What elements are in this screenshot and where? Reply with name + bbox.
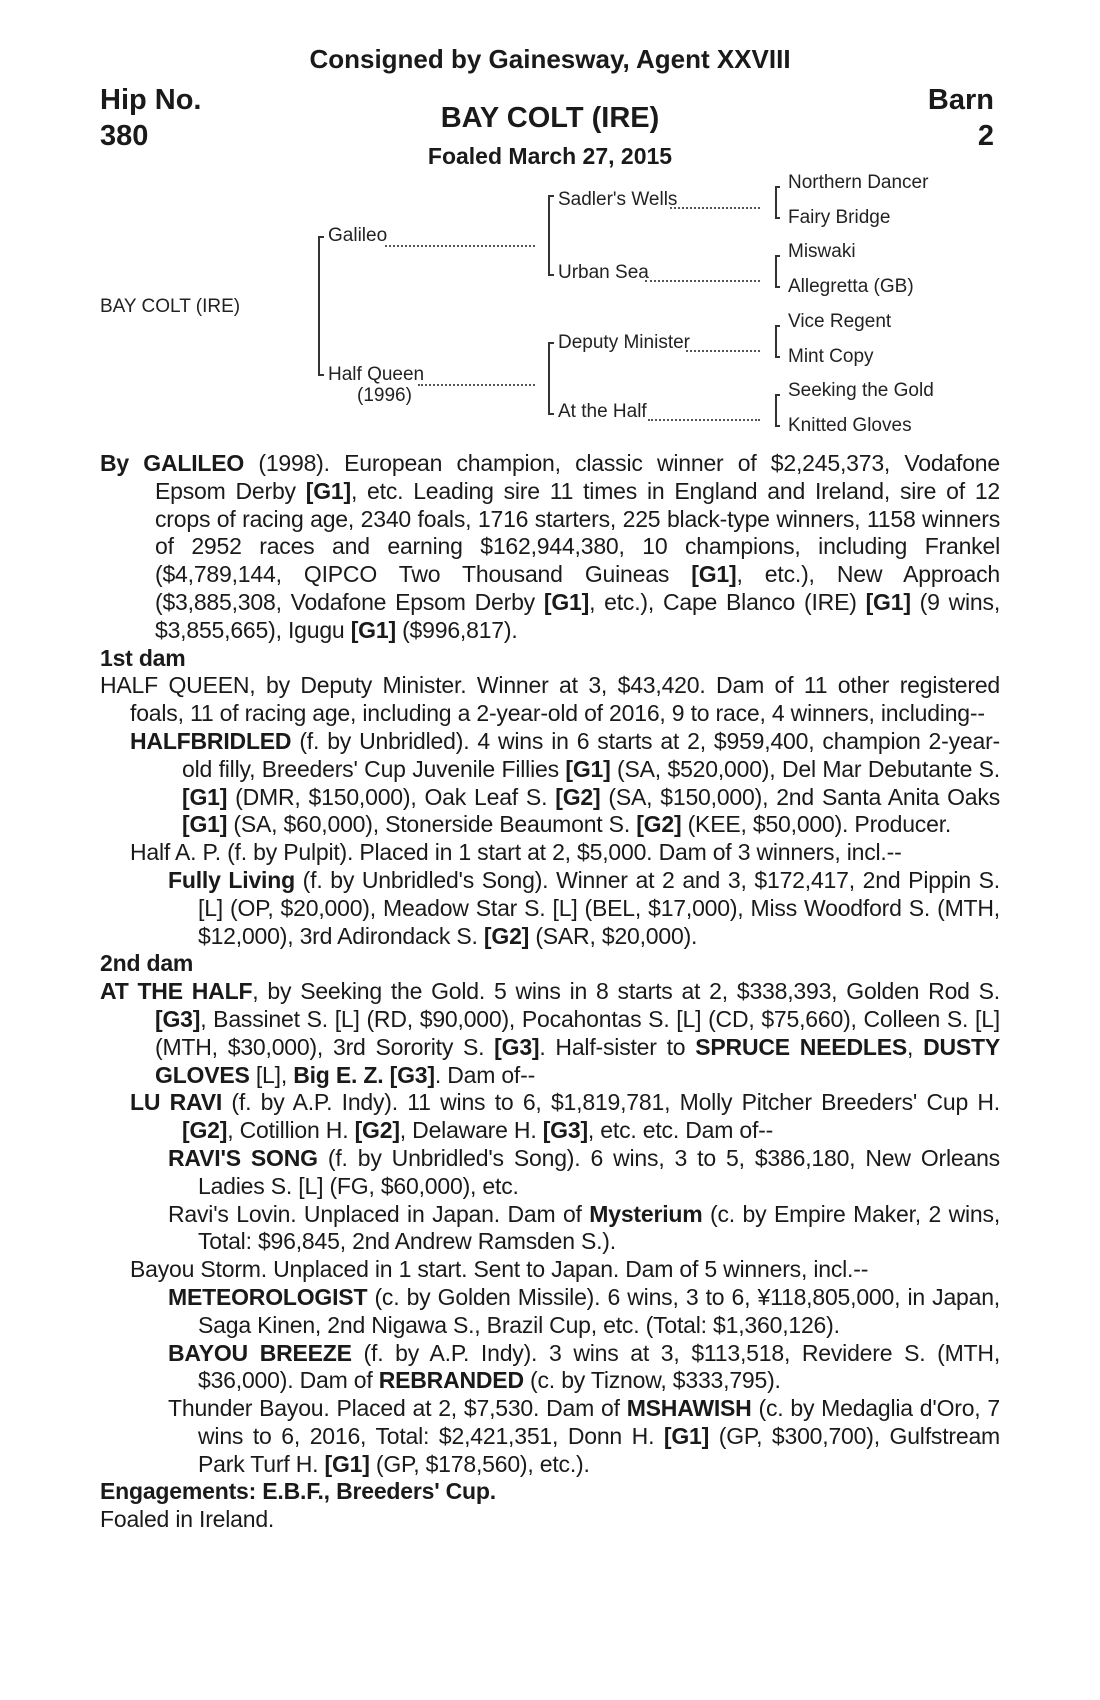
sire-paragraph: By GALILEO (1998). European champion, classic winner of $2,245,373, Vodafone Epsom Derby [G1], etc. Leading sire 11 times in England and Ireland, sire of 12 crops of racing age, 2340 foals, 1716 starters, 225 black-type winners, 1158 winners of 2952 races and earning $162,944,380, 10 champions, including Frankel ($4,789,144, QIPCO Two Thousand Guineas [G1], etc.), New Approach ($3,885,308, Vodafone Epsom Derby [G1], etc.), Cape Blanco (IRE) [G1] (9 wins, $3,855,665), Igugu [G1] ($996,817). bbox=[100, 450, 1001, 643]
pedigree-ggp-1: Northern Dancer bbox=[788, 172, 929, 193]
pedigree-dam-sire: Deputy Minister bbox=[558, 332, 690, 353]
at-the-half-entry: AT THE HALF, by Seeking the Gold. 5 wins in 8 starts at 2, $338,393, Golden Rod S. [G3], Bassinet S. [L] (RD, $90,000), Pocahontas S. [L] (CD, $75,660), Colleen S. [L] (MTH, $30,000), 3rd Sorority S. [G3]. Half-sister to SPRUCE NEEDLES, DUSTY GLOVES [L], Big E. Z. [G3]. Dam of-- bbox=[100, 978, 1001, 1088]
thunder-bayou-entry: Thunder Bayou. Placed at 2, $7,530. Dam of MSHAWISH (c. by Medaglia d'Oro, 7 wins to 6, 2016, Total: $2,421,351, Donn H. [G1] (GP, $300,700), Gulfstream Park Turf H. [G1] (GP, $178,560), etc.). bbox=[168, 1395, 1000, 1477]
pedigree-ggp-2: Fairy Bridge bbox=[788, 207, 891, 228]
pedigree-ggp-3: Miswaki bbox=[788, 241, 856, 262]
fully-living-entry: Fully Living (f. by Unbridled's Song). Winner at 2 and 3, $172,417, 2nd Pippin S. [L] (OP, $20,000), Meadow Star S. [L] (BEL, $17,000), Miss Woodford S. (MTH, $12,000), 3rd Adirondack S. [G2] (SAR, $20,000). bbox=[168, 866, 1000, 949]
engagements: Engagements: E.B.F., Breeders' Cup. bbox=[100, 1478, 496, 1505]
pedigree-sire-dam: Urban Sea bbox=[558, 262, 649, 283]
bayou-breeze-entry: BAYOU BREEZE (f. by A.P. Indy). 3 wins at 3, $113,518, Revidere S. (MTH, $36,000). Dam of REBRANDED (c. by Tiznow, $333,795). bbox=[168, 1339, 1001, 1394]
pedigree-dam-dam: At the Half bbox=[558, 401, 647, 422]
pedigree-chart bbox=[0, 0, 1100, 450]
pedigree-ggp-5: Vice Regent bbox=[788, 311, 892, 332]
first-dam-intro: HALF QUEEN, by Deputy Minister. Winner at 3, $43,420. Dam of 11 other registered foals, 11 of racing age, including a 2-year-old of 2016, 9 to race, 4 winners, including-- bbox=[100, 672, 1000, 727]
bayou-storm-entry: Bayou Storm. Unplaced in 1 start. Sent to Japan. Dam of 5 winners, incl.-- bbox=[130, 1256, 869, 1283]
halfbridled-entry: HALFBRIDLED (f. by Unbridled). 4 wins in 6 starts at 2, $959,400, champion 2-year-old filly, Breeders' Cup Juvenile Fillies [G1] (SA, $520,000), Del Mar Debutante S. [G1] (DMR, $150,000), Oak Leaf S. [G2] (SA, $150,000), 2nd Santa Anita Oaks [G1] (SA, $60,000), Stonerside Beaumont S. [G2] (KEE, $50,000). Producer. bbox=[130, 727, 1000, 838]
lu-ravi-entry: LU RAVI (f. by A.P. Indy). 11 wins to 6, $1,819,781, Molly Pitcher Breeders' Cup H. [G2], Cotillion H. [G2], Delaware H. [G3], etc. etc. Dam of-- bbox=[130, 1089, 1000, 1144]
consignor-line: Consigned by Gainesway, Agent XXVIII bbox=[309, 44, 791, 74]
catalog-text bbox=[100, 450, 1000, 1534]
hip-number: 380 bbox=[100, 120, 149, 152]
pedigree-sire: Galileo bbox=[328, 225, 388, 246]
page-title: BAY COLT (IRE) bbox=[440, 102, 660, 134]
pedigree-sire-sire: Sadler's Wells bbox=[558, 189, 678, 210]
second-dam-heading: 2nd dam bbox=[100, 950, 194, 977]
pedigree-ggp-4: Allegretta (GB) bbox=[788, 276, 914, 297]
ravis-song-entry: RAVI'S SONG (f. by Unbridled's Song). 6 wins, 3 to 5, $386,180, New Orleans Ladies S. [L] (FG, $60,000), etc. bbox=[168, 1144, 1000, 1199]
first-dam-heading: 1st dam bbox=[100, 644, 186, 671]
meteorologist-entry: METEOROLOGIST (c. by Golden Missile). 6 wins, 3 to 6, ¥118,805,000, in Japan, Saga Kinen, 2nd Nigawa S., Brazil Cup, etc. (Total: $1,360,126). bbox=[168, 1283, 1000, 1338]
ravis-lovin-entry: Ravi's Lovin. Unplaced in Japan. Dam of Mysterium (c. by Empire Maker, 2 wins, Total: $96,845, 2nd Andrew Ramsden S.). bbox=[168, 1200, 1001, 1255]
pedigree-ggp-7: Seeking the Gold bbox=[788, 380, 934, 401]
pedigree-dam: Half Queen bbox=[328, 364, 425, 385]
half-ap-entry: Half A. P. (f. by Pulpit). Placed in 1 start at 2, $5,000. Dam of 3 winners, incl.-- bbox=[130, 839, 902, 866]
hip-label: Hip No. bbox=[100, 84, 202, 116]
pedigree-ggp-6: Mint Copy bbox=[788, 346, 874, 367]
pedigree-dam-year: (1996) bbox=[357, 385, 412, 406]
foaled-date: Foaled March 27, 2015 bbox=[427, 143, 673, 169]
barn-number: 2 bbox=[977, 120, 994, 152]
pedigree-ggp-8: Knitted Gloves bbox=[788, 415, 912, 436]
pedigree-subject: BAY COLT (IRE) bbox=[100, 296, 241, 317]
foaled-in: Foaled in Ireland. bbox=[100, 1506, 275, 1533]
barn-label: Barn bbox=[927, 84, 994, 116]
sire-name: GALILEO bbox=[143, 450, 245, 476]
